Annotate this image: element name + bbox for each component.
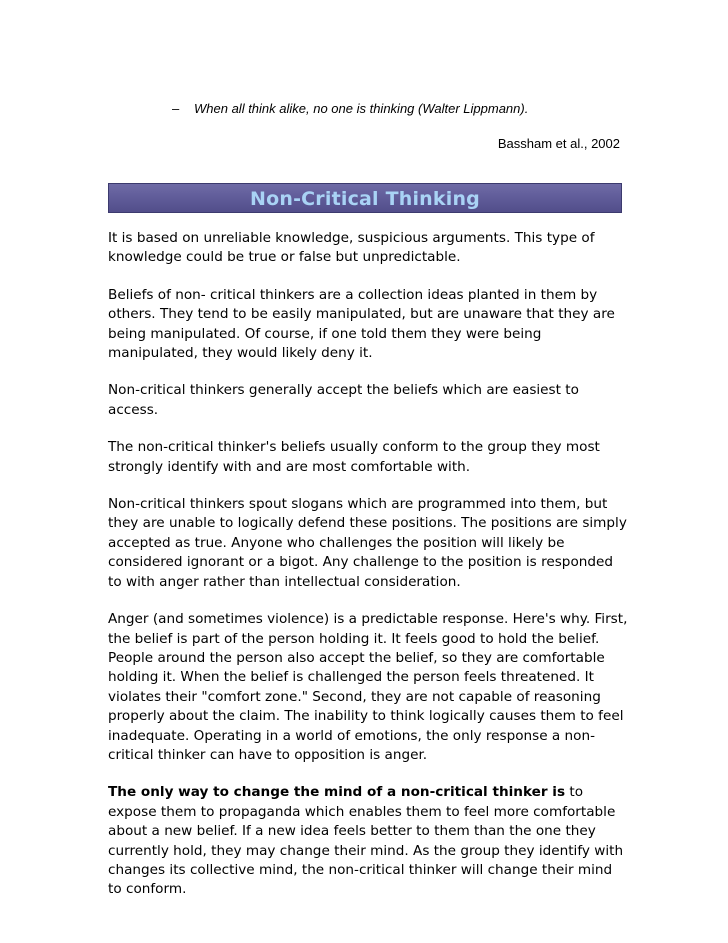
epigraph-dash: – — [172, 101, 180, 116]
paragraph-text: Non-critical thinkers spout slogans which are programmed into them, but they are unable to logically defend these positions. The positions are simply accepted as true. Anyone who challenges the position will likely be considered ignorant or a bigot. Any challenge to the position is responded to with anger rather than intellectual consideration. — [108, 496, 627, 590]
epigraph-quote: When all think alike, no one is thinking (Walter Lippmann). — [194, 101, 529, 116]
section-title-banner — [108, 183, 622, 213]
document-body — [108, 229, 628, 918]
paragraph — [108, 610, 628, 765]
paragraph — [108, 286, 628, 364]
paragraph — [108, 438, 628, 477]
paragraph-text: It is based on unreliable knowledge, suspicious arguments. This type of knowledge could be true or false but unpredictable. — [108, 230, 595, 266]
epigraph-citation: Bassham et al., 2002 — [497, 136, 620, 151]
section-title: Non-Critical Thinking — [249, 188, 480, 210]
paragraph — [108, 783, 628, 899]
paragraph-text: The non-critical thinker's beliefs usually conform to the group they most strongly identify with and are most comfortable with. — [108, 439, 600, 475]
paragraph — [108, 381, 628, 420]
paragraph-text: Non-critical thinkers generally accept the beliefs which are easiest to access. — [108, 382, 579, 418]
paragraph-text: Beliefs of non- critical thinkers are a collection ideas planted in them by others. They tend to be easily manipulated, but are unaware that they are being manipulated. Of course, if one told them they were being manipulated, they would likely deny it. — [108, 286, 615, 362]
paragraph-text: Anger (and sometimes violence) is a predictable response. Here's why. First, the belief is part of the person holding it. It feels good to hold the belief. People around the person also accept the belief, so they are comfortable holding it. When the belief is challenged the person feels threatened. It violates their "comfort zone." Second, they are not capable of reasoning properly about the claim. The inability to think logically causes them to feel inadequate. Operating in a world of emotions, the only response a non-critical thinker can have to opposition is anger. — [108, 611, 628, 763]
paragraph-text: to expose them to propaganda which enables them to feel more comfortable about a new belief. If a new idea feels better to them than the one they currently hold, they may change their mind. As the group they identify with changes its collective mind, the non-critical thinker will change their mind to conform. — [108, 784, 624, 898]
epigraph-quote-line — [172, 101, 528, 116]
paragraph — [108, 229, 628, 268]
paragraph — [108, 495, 628, 592]
paragraph-lead-bold: The only way to change the mind of a non-critical thinker is — [108, 784, 566, 801]
